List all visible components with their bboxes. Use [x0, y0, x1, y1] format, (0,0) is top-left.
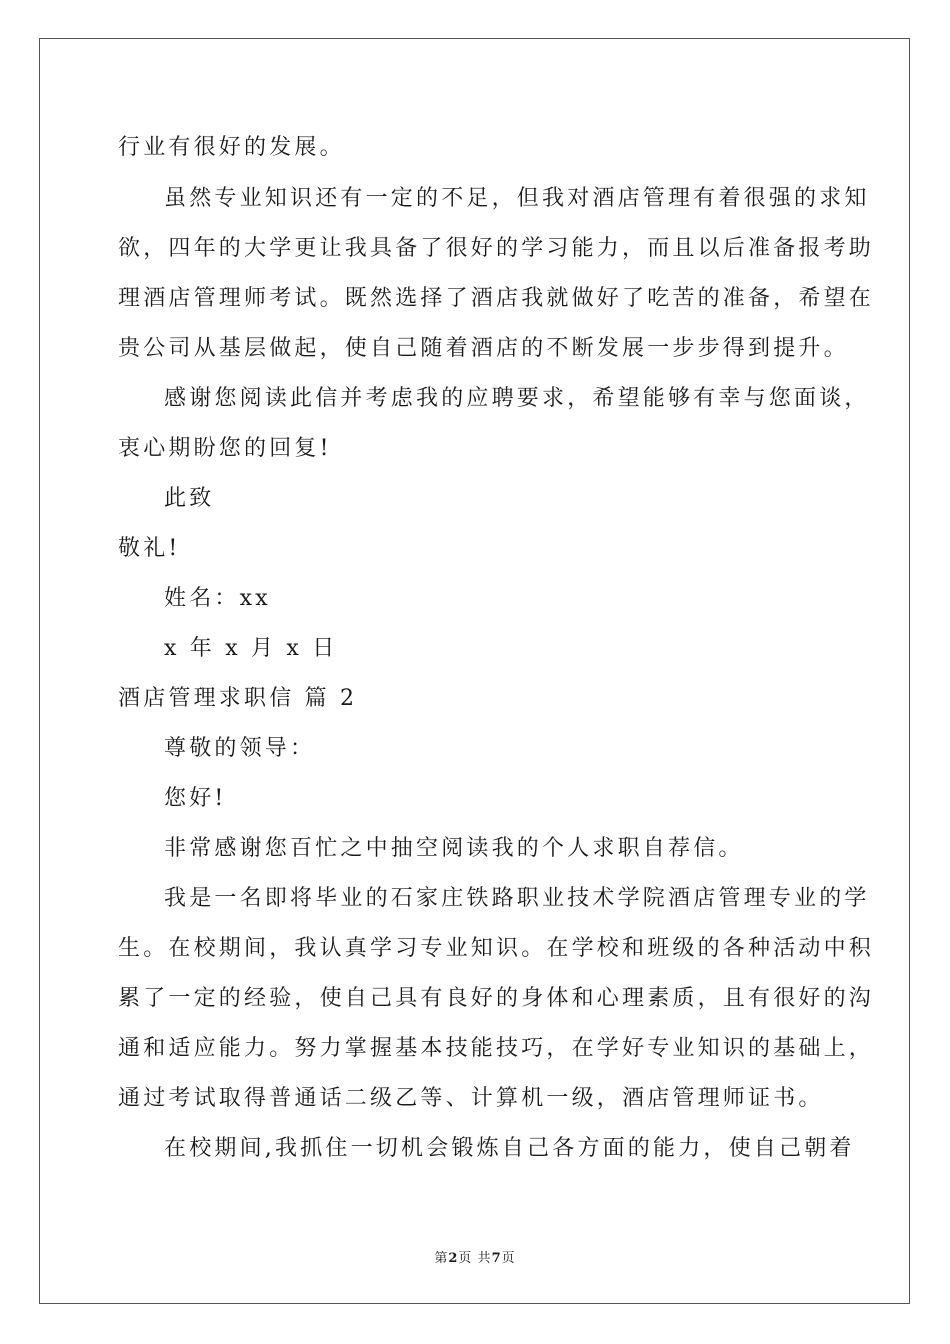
section-heading: 酒店管理求职信 篇 2 — [118, 686, 358, 711]
footer-prefix: 第 — [434, 1251, 449, 1266]
text-line: 衷心期盼您的回复! — [118, 436, 332, 461]
text-line: 通和适应能力。努力掌握基本技能技巧，在学好专业知识的基础上， — [118, 1036, 875, 1061]
text-line: 此致 — [164, 486, 215, 511]
text-line: x 年 x 月 x 日 — [164, 636, 338, 661]
footer-mid: 页 共 — [458, 1251, 492, 1266]
text-line: 生。在校期间，我认真学习专业知识。在学校和班级的各种活动中积 — [118, 936, 875, 961]
text-line: 非常感谢您百忙之中抽空阅读我的个人求职自荐信。 — [164, 836, 744, 861]
page-number: 2 — [448, 1251, 459, 1266]
text-line: 尊敬的领导： — [164, 736, 316, 761]
text-line: 虽然专业知识还有一定的不足，但我对酒店管理有着很强的求知 — [164, 186, 870, 211]
text-line: 您好! — [164, 786, 227, 811]
footer-suffix: 页 — [501, 1251, 516, 1266]
text-line: 累了一定的经验，使自己具有良好的身体和心理素质，且有很好的沟 — [118, 986, 875, 1011]
page-total: 7 — [491, 1251, 502, 1266]
text-line: 通过考试取得普通话二级乙等、计算机一级，酒店管理师证书。 — [118, 1086, 824, 1111]
page-footer — [0, 1247, 950, 1266]
text-line: 欲，四年的大学更让我具备了很好的学习能力，而且以后准备报考助 — [118, 236, 875, 261]
page-border — [39, 38, 910, 1304]
text-line: 敬礼! — [118, 536, 181, 561]
text-line: 我是一名即将毕业的石家庄铁路职业技术学院酒店管理专业的学 — [164, 886, 870, 911]
text-line: 行业有很好的发展。 — [118, 135, 345, 160]
text-line: 贵公司从基层做起，使自己随着酒店的不断发展一步步得到提升。 — [118, 336, 849, 361]
text-line: 在校期间,我抓住一切机会锻炼自己各方面的能力，使自己朝着 — [164, 1136, 855, 1161]
text-line: 感谢您阅读此信并考虑我的应聘要求，希望能够有幸与您面谈， — [164, 386, 870, 411]
text-line: 姓名：xx — [164, 586, 271, 611]
text-line: 理酒店管理师考试。既然选择了酒店我就做好了吃苦的准备，希望在 — [118, 286, 875, 311]
